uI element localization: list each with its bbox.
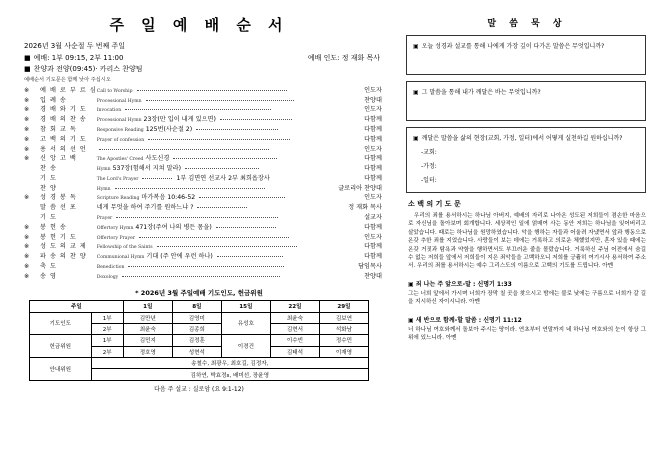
- order-of-service-table: [24, 85, 382, 281]
- order-label: 기 도: [40, 174, 57, 182]
- order-person: 찬양대: [364, 272, 382, 280]
- order-detail: Scripture Reading 마가복음 10:46-52: [97, 192, 336, 202]
- order-label: 기 도: [40, 214, 57, 222]
- order-person: 다함께: [364, 135, 382, 143]
- order-label: 말 씀 선 포: [40, 204, 77, 212]
- order-row: [24, 231, 382, 241]
- order-label: 경 배 와 기 도: [40, 106, 87, 114]
- order-detail: The Apostles' Creed 사도신경: [97, 153, 336, 163]
- duty-cell: 김만년: [123, 312, 172, 323]
- order-row: [24, 163, 382, 173]
- order-row: [24, 173, 382, 183]
- square-bullet-icon: ■: [24, 53, 31, 62]
- duty-cell: 이재영: [319, 346, 368, 357]
- order-mark: [24, 212, 40, 222]
- duty-service-label: 2부: [91, 323, 123, 334]
- square-bullet-icon: ▣: [413, 89, 419, 96]
- standing-note: 예배순서 기도문은 함께 낮아 주십시오: [24, 76, 111, 83]
- order-label: 봉 헌 송: [40, 223, 67, 231]
- question-text: ▣ 깨달은 말씀을 삶의 현장(교회, 가정, 일터)에서 어떻게 실천하길 원하십니까?: [413, 135, 623, 142]
- duty-cell: 정호영: [123, 346, 172, 357]
- order-row: [24, 153, 382, 163]
- order-row: [24, 270, 382, 280]
- duty-col-head: 1일: [123, 301, 172, 312]
- order-person: 인도자: [364, 106, 382, 114]
- duty-col-head: 주일: [30, 301, 124, 312]
- order-label: 파 송 의 찬 양: [40, 253, 87, 261]
- order-detail: Doxology: [97, 270, 336, 280]
- service-date: 2026년 3월 사순절 두 번째 주일: [24, 42, 126, 50]
- order-row: [24, 94, 382, 104]
- order-label: 참 회 교 독: [40, 126, 77, 134]
- order-person: 인도자: [364, 233, 382, 241]
- order-mark: ※: [24, 86, 30, 94]
- service-leader: 예배 인도: 정 재화 목사: [307, 53, 380, 62]
- order-mark: ※: [24, 106, 30, 114]
- verse-heading-1: ▣ 죄 나는 주 앞으로-말 : 신명기 1:33: [408, 280, 512, 288]
- question-text: ▣ 오늘 성경과 설교를 통해 나에게 가장 깊이 다가온 말씀은 무엇입니까?: [413, 43, 605, 50]
- meditation-question-1: [406, 35, 646, 75]
- order-mark: ※: [24, 155, 30, 163]
- order-row: [24, 251, 382, 261]
- duty-cell: 김영미: [172, 312, 221, 323]
- meditation-title: 말 씀 묵 상: [487, 19, 567, 29]
- order-mark: ※: [24, 262, 30, 270]
- order-detail: Offertory Hymn 471장(주여 나의 병든 몸을): [97, 221, 336, 231]
- order-label: 찬 송: [40, 165, 57, 173]
- order-row: [24, 261, 382, 271]
- order-row: [24, 241, 382, 251]
- order-person: 설교자: [364, 214, 382, 222]
- order-label: 예 배 로 부 르 심: [40, 86, 97, 94]
- meditation-question-2: [406, 81, 646, 121]
- next-week-sermon: 다음 주 설교 : 실로암 (요 9:1-12): [154, 385, 244, 393]
- order-row: [24, 143, 382, 153]
- order-mark: ※: [24, 96, 30, 104]
- question-text: ▣ 그 말씀을 통해 내가 깨달은 바는 무엇입니까?: [413, 89, 541, 96]
- service-times: ■ 예배: 1부 09:15, 2부 11:00 예배 인도: 정 재화 목사: [24, 53, 380, 62]
- order-person: 인도자: [364, 86, 382, 94]
- order-mark: ※: [24, 223, 30, 231]
- order-person: 다함께: [364, 116, 382, 124]
- duty-cell: 이경건: [221, 335, 270, 358]
- order-mark: [24, 163, 40, 173]
- order-detail: [97, 143, 336, 153]
- order-detail: Prayer of confession: [97, 133, 336, 143]
- duty-cell: 김민지: [123, 335, 172, 346]
- order-mark: [24, 182, 40, 192]
- duty-cell: 이수빈: [270, 335, 319, 346]
- order-detail: Processional Hymn: [97, 94, 336, 104]
- order-detail: Communional Hymn 기대 (주 안에 우런 하나): [97, 251, 336, 261]
- order-detail: Invocation: [97, 104, 336, 114]
- duty-cell: 김태석: [270, 346, 319, 357]
- order-detail: Hymn: [97, 182, 336, 192]
- duty-row: [30, 358, 369, 369]
- order-mark: ※: [24, 253, 30, 261]
- order-person: 글로리아 찬양대: [338, 184, 382, 192]
- order-row: [24, 85, 382, 95]
- verse-body-2: 너 하나님 여호와께서 돌보아 주시는 땅이라. 연초부터 연말까지 네 하나님 여호와의 눈이 항상 그 위에 있느니라. 아멘: [408, 326, 646, 341]
- duty-col-head: 29일: [319, 301, 368, 312]
- confession-heading: 소 백 의 기 도 문: [408, 200, 461, 208]
- duty-cell: 김종희: [172, 323, 221, 334]
- meditation-question-3: [406, 127, 646, 193]
- order-row: [24, 104, 382, 114]
- order-mark: ※: [24, 145, 30, 153]
- duty-header-row: [30, 301, 369, 312]
- answer-line-home[interactable]: -가정:: [421, 163, 437, 170]
- duty-row-label: 안내위원: [30, 358, 92, 381]
- order-detail: Call to Worship: [97, 85, 336, 95]
- order-person: 정 재화 목사: [348, 204, 382, 212]
- order-row: [24, 182, 382, 192]
- order-person: 담임목사: [358, 262, 382, 270]
- order-detail: Processional Hymn 23장(만 입이 내게 있으면): [97, 114, 336, 124]
- order-label: 봉 헌 기 도: [40, 233, 77, 241]
- order-mark: ※: [24, 233, 30, 241]
- duty-cell: 김하연, 박효정s, 배미선, 장윤영: [91, 369, 368, 380]
- order-mark: [24, 173, 40, 183]
- order-label: 신 앙 고 백: [40, 155, 77, 163]
- order-person: 찬양대: [364, 96, 382, 104]
- order-detail: 네게 무엇을 하여 주기를 원하느냐 ?: [97, 202, 336, 212]
- verse-body-1: 그는 너희 앞에서 가시며 너희가 장막 칠 곳을 찾으시고 밤에는 불로 낮에는 구름으로 너희가 갈 길을 지시하신 자이시니라. 아멘: [408, 290, 646, 306]
- duty-cell: 송철수, 최광우, 최호길, 김정자,: [91, 358, 368, 369]
- verse-heading-2: ▣ 새 반으로 함께-할 말씀 : 신명기 11:12: [408, 316, 522, 324]
- order-detail: Responsive Reading 125번(사순절 2): [97, 124, 336, 134]
- order-person: 다함께: [364, 126, 382, 134]
- order-person: 다함께: [364, 165, 382, 173]
- order-mark: ※: [24, 135, 30, 143]
- order-detail: Benediction: [97, 261, 336, 271]
- order-person: 인도자: [364, 145, 382, 153]
- order-mark: ※: [24, 194, 30, 202]
- duty-cell: 김현서: [270, 323, 319, 334]
- order-label: 고 백 의 기 도: [40, 135, 87, 143]
- order-mark: ※: [24, 272, 30, 280]
- square-bullet-icon: ▣: [413, 135, 419, 142]
- service-header: [24, 41, 398, 83]
- duty-cell: 최윤숙: [270, 312, 319, 323]
- order-label: 찬 양: [40, 184, 57, 192]
- order-label: 송 영: [40, 272, 57, 280]
- order-detail: Hymn 537장(험해서 지쳐 말라): [97, 163, 336, 173]
- page-title: 주 일 예 배 순 서: [109, 16, 289, 34]
- duty-service-label: 1부: [91, 335, 123, 346]
- order-person: 인도자: [364, 194, 382, 202]
- duty-cell: 유성호: [221, 312, 270, 335]
- duty-row-label: 기도인도: [30, 312, 92, 335]
- praise-team: ■ 찬양과 전양(09:45)· 카리스 찬양팀: [24, 65, 143, 73]
- order-detail: The Lord's Prayer 1부 김면연 선교사 2부 최희옵장사: [96, 174, 270, 182]
- order-detail: Prayer: [97, 212, 336, 222]
- duty-cell: 김보연: [319, 312, 368, 323]
- order-person: 다함께: [364, 174, 382, 182]
- duty-cell: 성현석: [172, 346, 221, 357]
- order-row: [24, 192, 382, 202]
- duty-row: [30, 312, 369, 323]
- order-person: 다함께: [364, 253, 382, 261]
- duty-service-label: 2부: [91, 346, 123, 357]
- duty-service-label: 1부: [91, 312, 123, 323]
- right-column: [400, 0, 654, 462]
- order-label: 경 배 의 찬 송: [40, 116, 87, 124]
- order-mark: [24, 202, 40, 212]
- order-label: 성 경 봉 독: [40, 194, 77, 202]
- order-row: [24, 212, 382, 222]
- confession-body: 우리의 죄를 용서하시는 하나님 아버지, 예배의 자리로 나아온 성도된 저희들이 겸손한 마음으로 자신님을 돌아보며 회개합니다. 세상적인 일에 얽매여 사는 동안 저희는 하나님을 잊어버리고 살았습니다. 때로는 하나님을 원망하였습니다. 악을 행하는 자들과 어울려 자냈면서 앞과 행동으로 온갖 추한 죄를 지었습니다. 사랑들이 보는 데에는 거록하고 의로운 체했었지만, 혼자 있을 때에는 온갖 거짓과 탐욕과 약함을 행하면서도 부끄러운 줄을 몰랐습니다. 거룩하신 주님 어전에서 숨길 수 없는 저희들 앞에서 저희들이 지은 죄악들을 고백하오니 저희를 긍휼히 여기시사 용서하여 주소서. 우리의 죄를 용서하시는 예수 그리스도의 이름으로 고백의 기도를 드립니다. 아멘: [408, 213, 646, 270]
- order-mark: ※: [24, 116, 30, 124]
- duty-table: [29, 300, 369, 381]
- answer-line-church[interactable]: -교회:: [421, 149, 437, 156]
- square-bullet-icon: ▣: [413, 43, 419, 50]
- order-label: 성 도 의 교 제: [40, 243, 87, 251]
- duty-cell: 정수민: [319, 335, 368, 346]
- order-row: [24, 124, 382, 134]
- duty-col-head: 15일: [221, 301, 270, 312]
- duty-row: [30, 335, 369, 346]
- order-row: [24, 202, 382, 212]
- order-detail: Fellowship of the Saints: [97, 241, 336, 251]
- answer-line-work[interactable]: -일터:: [421, 177, 437, 184]
- duty-table-caption: * 2026년 3월 주일예배 기도인도, 헌금위원: [135, 289, 263, 298]
- square-bullet-icon-2: ■: [24, 65, 31, 73]
- order-person: 다함께: [364, 155, 382, 163]
- order-person: 다함께: [364, 223, 382, 231]
- order-label: 입 례 송: [40, 96, 67, 104]
- order-label: 용 서 의 선 언: [40, 145, 87, 153]
- duty-row-label: 헌금위원: [30, 335, 92, 358]
- order-mark: ※: [24, 126, 30, 134]
- duty-cell: 최윤숙: [123, 323, 172, 334]
- duty-col-head: 22일: [270, 301, 319, 312]
- order-mark: ※: [24, 243, 30, 251]
- duty-cell: 석화남: [319, 323, 368, 334]
- order-detail: Offertory Prayer: [97, 231, 336, 241]
- duty-col-head: 8일: [172, 301, 221, 312]
- duty-cell: 김정훈: [172, 335, 221, 346]
- order-label: 축 도: [40, 262, 57, 270]
- order-row: [24, 221, 382, 231]
- order-row: [24, 114, 382, 124]
- order-person: 다함께: [364, 243, 382, 251]
- order-row: [24, 133, 382, 143]
